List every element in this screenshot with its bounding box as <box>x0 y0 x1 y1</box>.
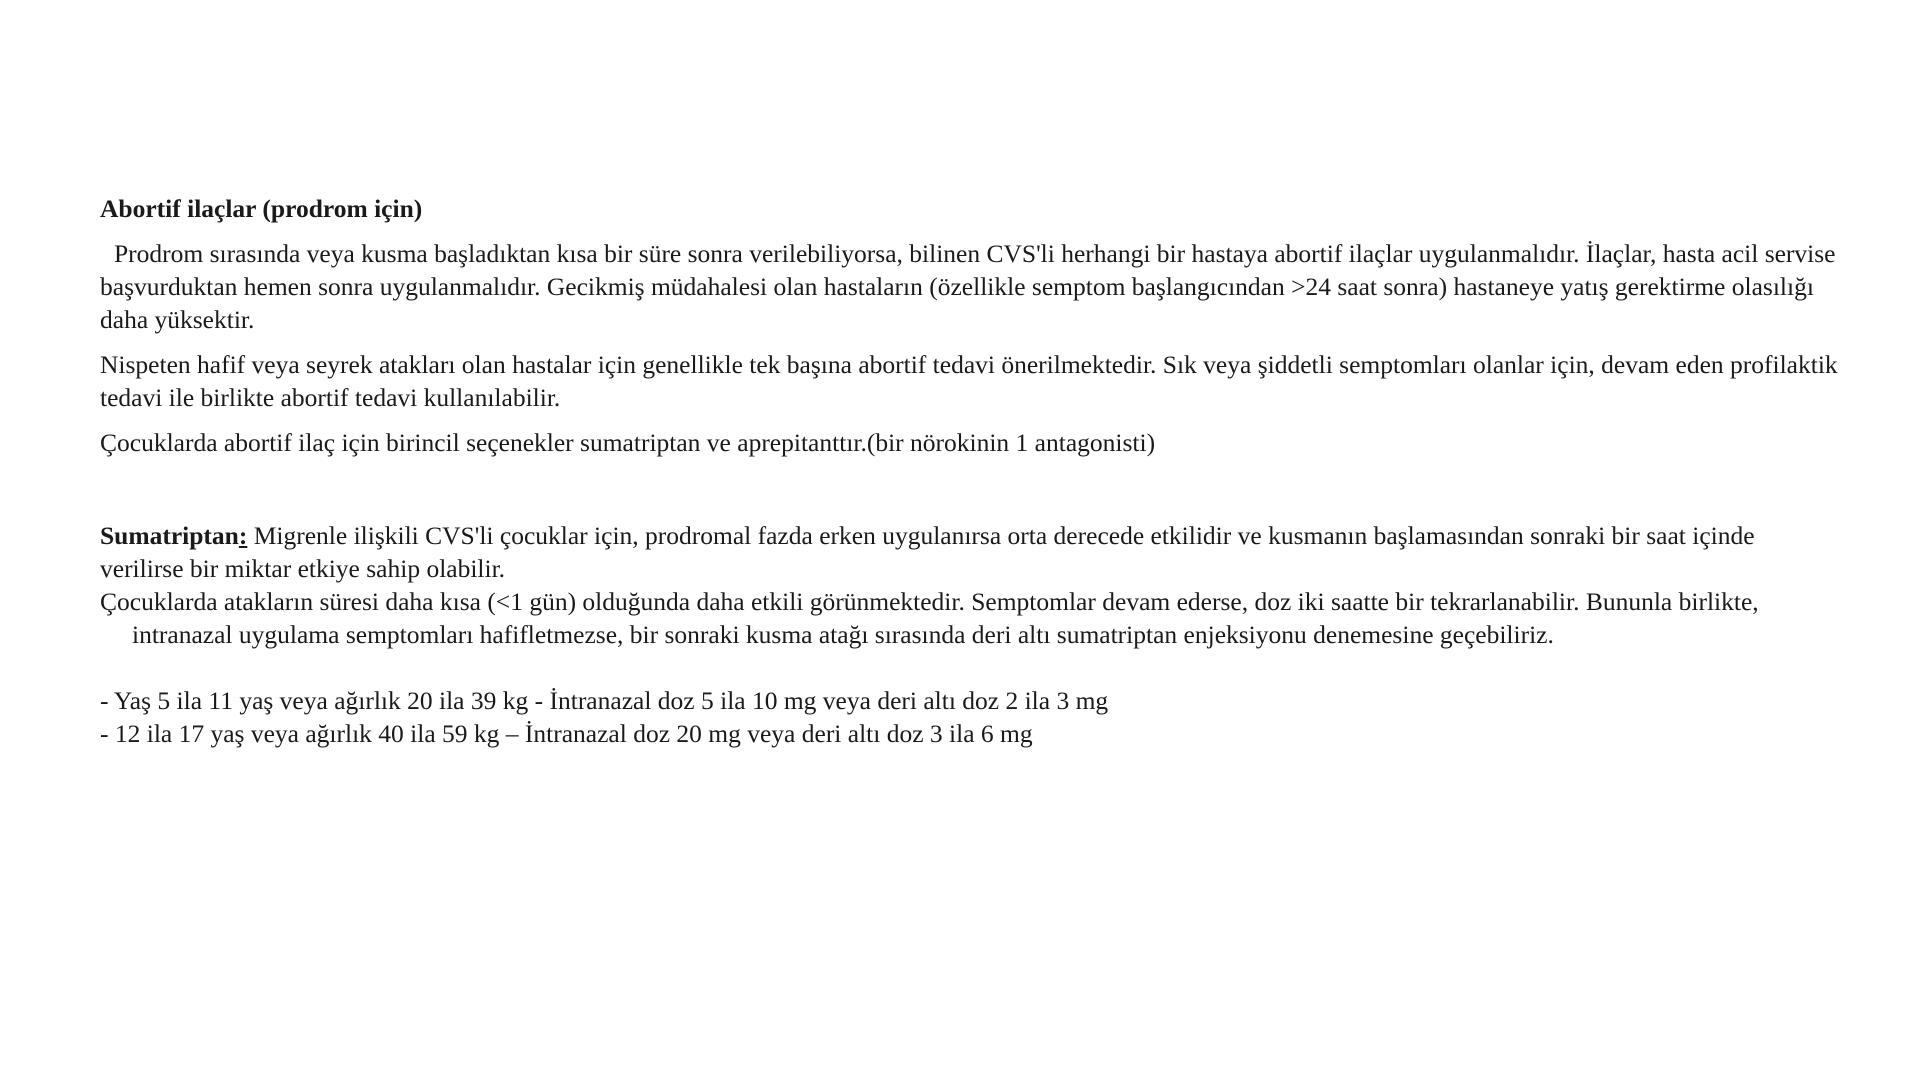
paragraph-children-options: Çocuklarda abortif ilaç için birincil seçenekler sumatriptan ve aprepitanttır.(bir nörokinin 1 antagonisti) <box>100 428 1156 457</box>
dose-list <box>100 684 1840 750</box>
dose-item-1: - Yaş 5 ila 11 yaş veya ağırlık 20 ila 39 kg - İntranazal doz 5 ila 10 mg veya deri altı doz 2 ila 3 mg <box>100 686 1109 715</box>
paragraph-sumatriptan <box>100 519 1840 585</box>
dose-item-2: - 12 ila 17 yaş veya ağırlık 40 ila 59 kg – İntranazal doz 20 mg veya deri altı doz 3 ila 6 mg <box>100 719 1033 748</box>
paragraph-mild-attacks: Nispeten hafif veya seyrek atakları olan hastalar için genellikle tek başına abortif tedavi önerilmektedir. Sık veya şiddetli semptomları olanlar için, devam eden profilaktik tedavi ile birlikte abortif tedavi kullanılabilir. <box>100 350 1838 412</box>
spacer <box>100 651 1840 684</box>
sumatriptan-label: Sumatriptan <box>100 521 239 550</box>
document-body <box>100 192 1840 750</box>
paragraph-children-duration: Çocuklarda atakların süresi daha kısa (<1 gün) olduğunda daha etkili görünmektedir. Semptomlar devam ederse, doz iki saatte bir tekrarlanabilir. Bununla birlikte, intranazal uygulama semptomları hafifletmezse, bir sonraki kusma atağı sırasında deri altı sumatriptan enjeksiyonu denemesine geçebiliriz. <box>100 587 1759 649</box>
spacer <box>100 471 1840 519</box>
paragraph-prodrom: Prodrom sırasında veya kusma başladıktan kısa bir süre sonra verilebiliyorsa, bilinen CVS'li herhangi bir hastaya abortif ilaçlar uygulanmalıdır. İlaçlar, hasta acil servise başvurduktan hemen sonra uygulanmalıdır. Gecikmiş müdahalesi olan hastaların (özellikle semptom başlangıcından >24 saat sonra) hastaneye yatış gerektirme olasılığı daha yüksektir. <box>100 239 1836 334</box>
sumatriptan-text: Migrenle ilişkili CVS'li çocuklar için, prodromal fazda erken uygulanırsa orta derecede etkilidir ve kusmanın başlamasından sonraki bir saat içinde verilirse bir miktar etkiye sahip olabilir. <box>100 521 1755 583</box>
sumatriptan-colon: : <box>238 521 248 550</box>
section-heading: Abortif ilaçlar (prodrom için) <box>100 194 423 223</box>
